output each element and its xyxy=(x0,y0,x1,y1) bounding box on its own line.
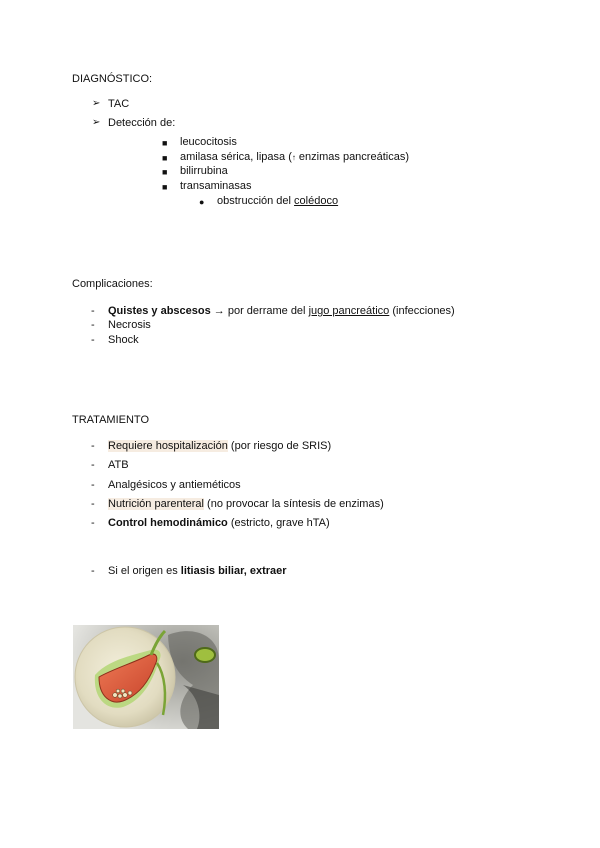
dash-bullet: - xyxy=(91,440,95,452)
item-origen xyxy=(108,564,287,578)
coledoco-link[interactable]: colédoco xyxy=(294,195,339,207)
dash-bullet: - xyxy=(91,517,95,529)
sub-item-amilasa xyxy=(180,150,409,165)
jugo-pancreatico-link[interactable]: jugo pancreático xyxy=(308,305,390,317)
dot-bullet-icon: ● xyxy=(199,197,205,207)
item-nutricion xyxy=(108,497,384,511)
dash-bullet: - xyxy=(91,305,95,317)
quistes-bold: Quistes y abscesos xyxy=(108,305,211,317)
diagnostico-heading: DIAGNÓSTICO: xyxy=(72,73,153,85)
square-bullet-icon: ■ xyxy=(162,167,168,177)
sub-sub-item-obstruccion xyxy=(217,194,338,208)
dash-bullet: - xyxy=(91,479,95,491)
dash-bullet: - xyxy=(91,319,95,331)
item-deteccion: Detección de: xyxy=(108,117,176,129)
item-control xyxy=(108,516,330,530)
arrow-bullet-icon: ➢ xyxy=(92,98,101,109)
item-necrosis: Necrosis xyxy=(108,319,151,331)
pancreas-illustration xyxy=(73,625,219,729)
sub-item-leucocitosis: leucocitosis xyxy=(180,136,237,148)
origen-bold: litiasis biliar, extraer xyxy=(180,565,287,577)
sub-item-transaminasas: transaminasas xyxy=(180,180,252,192)
item-shock: Shock xyxy=(108,334,139,346)
amilasa-text: amilasa sérica, lipasa ( xyxy=(180,151,292,163)
item-analgesicos: Analgésicos y antieméticos xyxy=(108,479,241,491)
obstruccion-prefix: obstrucción del xyxy=(217,195,295,207)
hospitalizacion-highlight: Requiere hospitalización xyxy=(108,440,228,452)
dash-bullet: - xyxy=(91,459,95,471)
square-bullet-icon: ■ xyxy=(162,153,168,163)
arrow-up-icon: ↑ xyxy=(291,153,296,162)
arrow-bullet-icon: ➢ xyxy=(92,117,101,128)
quistes-end: (infecciones) xyxy=(389,305,455,317)
item-atb: ATB xyxy=(108,459,129,471)
item-tac: TAC xyxy=(108,98,130,110)
complicaciones-heading: Complicaciones: xyxy=(72,278,153,290)
origen-prefix: Si el origen es xyxy=(108,565,181,577)
square-bullet-icon: ■ xyxy=(162,182,168,192)
pancreas-illustration-svg xyxy=(73,625,219,729)
square-bullet-icon: ■ xyxy=(162,138,168,148)
nutricion-highlight: Nutrición parenteral xyxy=(108,498,204,510)
dash-bullet: - xyxy=(91,565,95,577)
nutricion-rest: (no provocar la síntesis de enzimas) xyxy=(204,498,384,510)
control-bold: Control hemodinámico xyxy=(108,517,228,529)
quistes-mid: → por derrame del xyxy=(210,305,309,317)
dash-bullet: - xyxy=(91,498,95,510)
item-hospitalizacion xyxy=(108,439,331,453)
dash-bullet: - xyxy=(91,334,95,346)
hospitalizacion-rest: (por riesgo de SRIS) xyxy=(227,440,332,452)
amilasa-rest: enzimas pancreáticas) xyxy=(295,151,409,163)
tratamiento-heading: TRATAMIENTO xyxy=(72,414,149,426)
control-rest: (estricto, grave hTA) xyxy=(227,517,330,529)
item-quistes xyxy=(108,304,455,318)
sub-item-bilirrubina: bilirrubina xyxy=(180,165,228,177)
